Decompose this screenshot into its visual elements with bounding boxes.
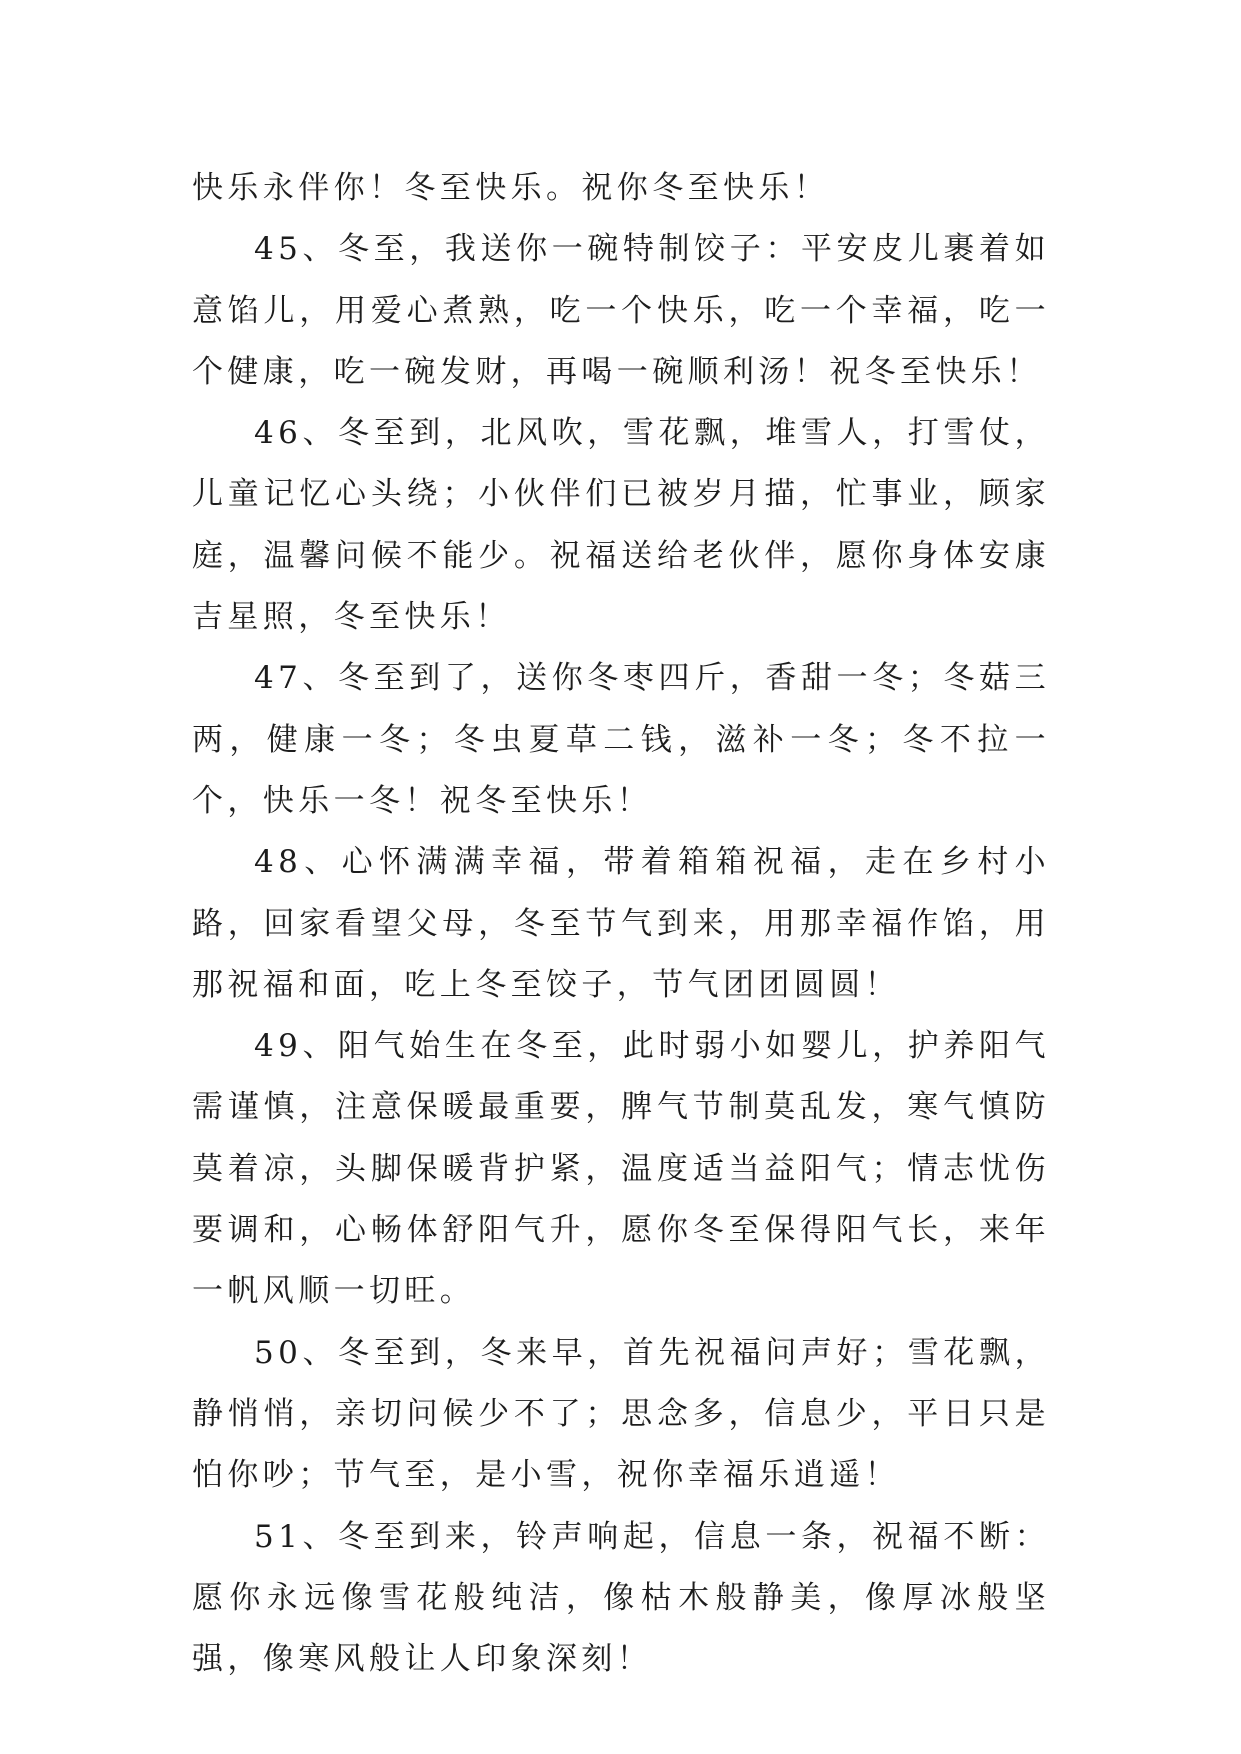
paragraph-45: 45、冬至，我送你一碗特制饺子：平安皮儿裹着如意馅儿，用爱心煮熟，吃一个快乐，吃一个幸福，吃一个健康，吃一碗发财，再喝一碗顺利汤！祝冬至快乐！ [192, 231, 1050, 390]
paragraph-50: 50、冬至到，冬来早，首先祝福问声好；雪花飘，静悄悄，亲切问候少不了；思念多，信息少，平日只是怕你吵；节气至，是小雪，祝你幸福乐逍遥！ [192, 1334, 1050, 1494]
paragraph-48: 48、心怀满满幸福，带着箱箱祝福，走在乡村小路，回家看望父母，冬至节气到来，用那幸福作馅，用那祝福和面，吃上冬至饺子，节气团团圆圆！ [192, 844, 1050, 1003]
paragraph-46: 46、冬至到，北风吹，雪花飘，堆雪人，打雪仗，儿童记忆心头绕；小伙伴们已被岁月描，忙事业，顾家庭，温馨问候不能少。祝福送给老伙伴，愿你身体安康吉星照，冬至快乐！ [192, 415, 1050, 636]
paragraph-47: 47、冬至到了，送你冬枣四斤，香甜一冬；冬菇三两，健康一冬；冬虫夏草二钱，滋补一冬；冬不拉一个，快乐一冬！祝冬至快乐！ [192, 660, 1050, 819]
document-body [192, 158, 1050, 1690]
paragraph-continuation: 快乐永伴你！冬至快乐。祝你冬至快乐！ [192, 170, 830, 206]
paragraph-49: 49、阳气始生在冬至，此时弱小如婴儿，护养阳气需谨慎，注意保暖最重要，脾气节制莫乱发，寒气慎防莫着凉，头脚保暖背护紧，温度适当益阳气；情志忧伤要调和，心畅体舒阳气升，愿你冬至保得阳气长，来年一帆风顺一切旺。 [192, 1028, 1050, 1310]
paragraph-51: 51、冬至到来，铃声响起，信息一条，祝福不断：愿你永远像雪花般纯洁，像枯木般静美，像厚冰般坚强，像寒风般让人印象深刻！ [192, 1518, 1050, 1678]
